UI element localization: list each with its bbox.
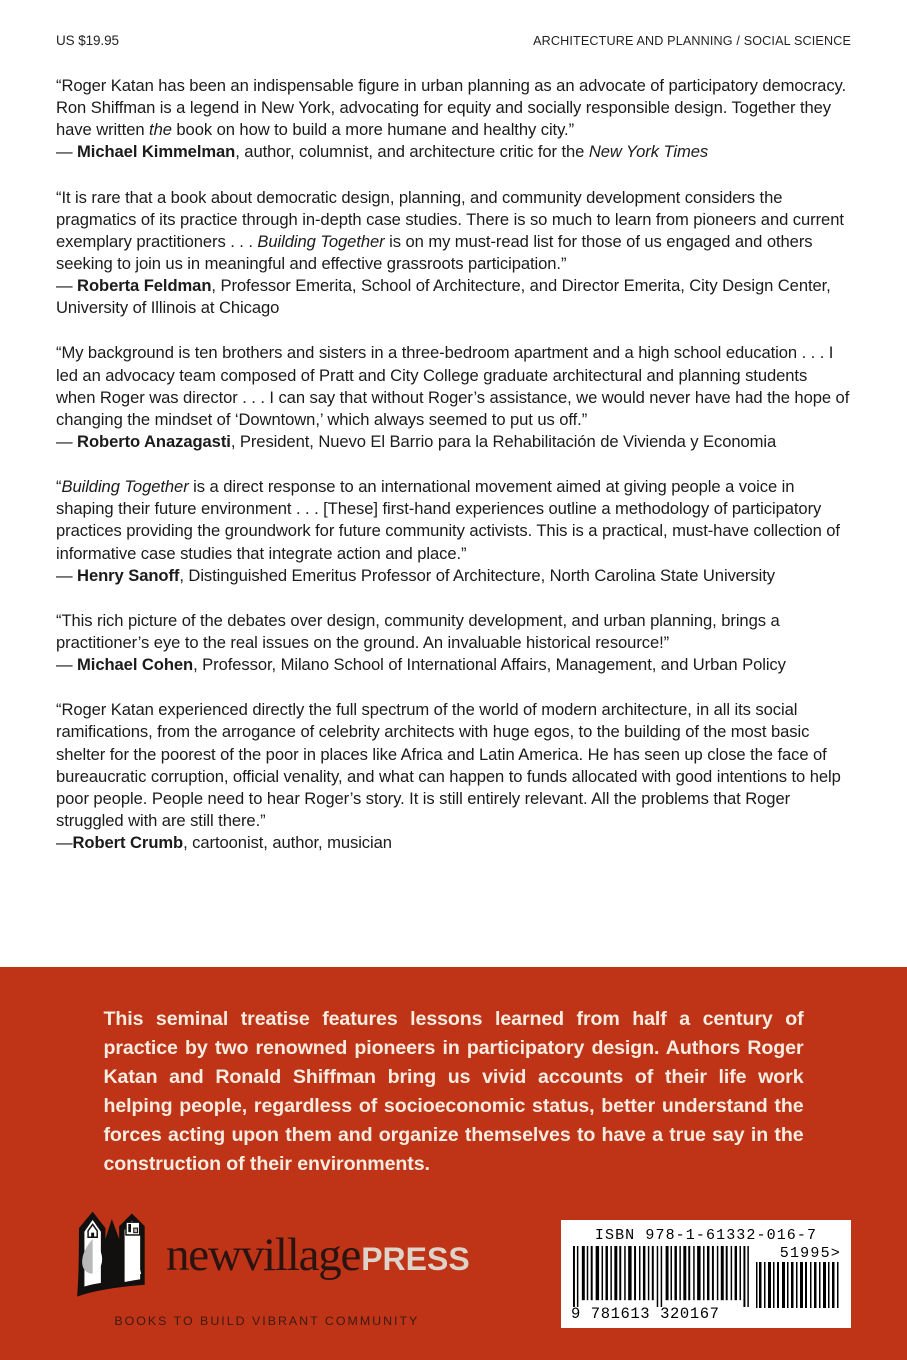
publisher-logo: [56, 1208, 470, 1328]
blurb-author-role: , cartoonist, author, musician: [183, 833, 392, 853]
blurb-item: [56, 187, 851, 320]
blurb-role-italic: New York Times: [588, 142, 709, 162]
blurb-quote-head: “It is rare that a book about democratic design, planning, and community development considers the pragmatics of its practice through in-depth case studies. There is so much to learn from pioneers and current exemplary practitioners . . .: [56, 187, 844, 251]
blurb-dash: —: [56, 565, 78, 585]
price-code-label: 51995>: [779, 1244, 841, 1262]
blurb-dash: —: [56, 655, 78, 675]
blurb-item: [56, 476, 851, 587]
blurb-dash: —: [56, 833, 73, 853]
blurb-item: [56, 75, 851, 164]
blurb-attribution: [56, 431, 851, 453]
blurb-quote-head: “This rich picture of the debates over design, community development, and urban planning, brings a practitioner’s eye to the real issues on the ground. An invaluable historical resource!”: [56, 610, 780, 652]
blurb-author-role: , Professor Emerita, School of Architecture, and Director Emerita, City Design Center, University of Illinois at Chicago: [56, 276, 831, 318]
blurb-author-role: , Distinguished Emeritus Professor of Architecture, North Carolina State University: [179, 565, 775, 585]
blurb-author-name: Robert Crumb: [72, 833, 184, 853]
wordmark-newvillage: newvillage: [166, 1229, 361, 1281]
blurb-author-role: , Professor, Milano School of International Affairs, Management, and Urban Policy: [193, 655, 786, 675]
blurb-item: [56, 699, 851, 854]
blurb-dash: —: [56, 142, 78, 162]
blurb-author-role: , author, columnist, and architecture critic for the: [235, 142, 589, 162]
blurb-quote-italic: Building Together: [61, 477, 189, 497]
blurb-quote-head: “Roger Katan experienced directly the full spectrum of the world of modern architecture, in all its social ramifications, from the arrogance of celebrity architects with huge egos, to the building of the most basic shelter for the poorest of the poor in places like Africa and Latin America. He has seen up close the face of bureaucratic corruption, official venality, and what can happen to funds allocated with good intentions to help poor people. People need to hear Roger’s story. It is still entirely relevant. All the problems that Roger struggled with are still there.”: [56, 700, 841, 830]
blurb-dash: —: [56, 276, 78, 296]
blurb-author-name: Michael Kimmelman: [77, 142, 236, 162]
blurb-attribution: [56, 565, 851, 587]
blurb-author-name: Michael Cohen: [77, 655, 194, 675]
blurb-item: [56, 342, 851, 453]
blurb-quote-head: “My background is ten brothers and sisters in a three-bedroom apartment and a high school education . . . I led an advocacy team composed of Pratt and City College graduate architectural and planning students when Roger was director . . . I can say that without Roger’s assistance, we would never have had the hope of changing the mindset of ‘Downtown,’ which always seemed to put us off.”: [56, 343, 850, 429]
blurb-quote-tail: book on how to build a more humane and healthy city.”: [171, 120, 575, 140]
blurb-attribution: [56, 141, 851, 163]
blurb-quote: [56, 75, 851, 141]
publisher-wordmark: [166, 1229, 470, 1281]
blurb-quote-head: “: [56, 477, 62, 497]
barcode-bars-row: [571, 1246, 841, 1309]
ean5-addon-barcode-icon: [755, 1262, 841, 1308]
blurb-quote: [56, 476, 851, 565]
book-description: This seminal treatise features lessons learned from half a century of practice by two renowned pioneers in participatory design. Authors Roger Katan and Ronald Shiffman bring us vivid accounts of their life work helping people, regardless of socioeconomic status, better understand the forces acting upon them and organize themselves to have a true say in the construction of their environments.: [103, 1008, 804, 1175]
isbn-barcode: [561, 1220, 851, 1329]
blurb-quote: [56, 342, 851, 431]
ean-digits-label: 9 781613 320167: [571, 1305, 720, 1323]
blurb-quote-tail: is a direct response to an international movement aimed at giving people a voice in shaping their future environment . . . [These] first-hand experiences outline a methodology of participatory practices providing the groundwork for future community activists. This is a practical, must-have collection of informative case studies that integrate action and place.”: [56, 477, 840, 563]
village-houses-icon: [64, 1208, 156, 1303]
wordmark-press: PRESS: [361, 1241, 470, 1277]
blurb-attribution: [56, 654, 851, 676]
blurb-author-name: Roberta Feldman: [77, 276, 212, 296]
blurb-quote-italic: Building Together: [257, 231, 385, 251]
cover-footer: [56, 1208, 851, 1328]
blurb-author-role: , President, Nuevo El Barrio para la Rehabilitación de Vivienda y Economia: [230, 431, 777, 451]
blurb-author-name: Roberto Anazagasti: [77, 431, 231, 451]
blurb-list: [56, 75, 851, 854]
blurb-attribution: [56, 275, 851, 319]
blurb-quote: [56, 610, 851, 654]
category-label: ARCHITECTURE AND PLANNING / SOCIAL SCIENCE: [533, 34, 851, 48]
isbn-number-label: ISBN 978-1-61332-016-7: [594, 1226, 818, 1244]
blurb-item: [56, 610, 851, 676]
price-addon-column: [754, 1246, 841, 1309]
blurb-attribution: [56, 832, 851, 854]
blurb-quote: [56, 699, 851, 832]
description-panel: [0, 967, 907, 1360]
blurb-quote: [56, 187, 851, 276]
blurb-quote-head: “Roger Katan has been an indispensable figure in urban planning as an advocate of participatory democracy. Ron Shiffman is a legend in New York, advocating for equity and socially responsible design. Together they have written: [56, 76, 847, 140]
ean13-barcode-icon: [571, 1246, 754, 1307]
blurb-dash: —: [56, 431, 78, 451]
publisher-tagline: BOOKS TO BUILD VIBRANT COMMUNITY: [114, 1314, 420, 1328]
cover-header: [56, 0, 851, 48]
blurb-author-name: Henry Sanoff: [77, 565, 180, 585]
blurb-quote-tail: is on my must-read list for those of us engaged and others seeking to join us in meaningful and effective grassroots participation.”: [56, 231, 813, 273]
blurb-quote-italic: the: [149, 120, 172, 140]
price-label: US $19.95: [56, 33, 119, 48]
publisher-logo-row: [64, 1208, 470, 1303]
